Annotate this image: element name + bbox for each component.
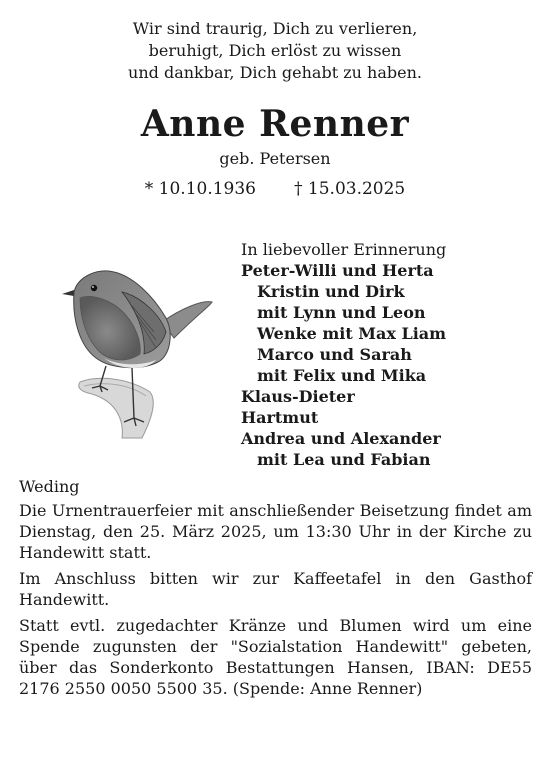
deceased-name: Anne Renner	[140, 103, 410, 145]
funeral-info: Die Urnentrauerfeier mit anschließender Beisetzung findet am Dienstag, den 25. März 2025, um 13:30 Uhr in der Kirche zu Handewitt statt.	[19, 501, 532, 562]
mourner-line: mit Felix und Mika	[257, 366, 427, 385]
mourner-line: Kristin und Dirk	[257, 282, 405, 301]
mourner-line: mit Lea und Fabian	[257, 450, 431, 469]
mourner-line: Wenke mit Max Liam	[257, 324, 447, 343]
robin-icon	[62, 262, 222, 440]
reception-info: Im Anschluss bitten wir zur Kaffeetafel in den Gasthof Handewitt.	[19, 569, 532, 609]
notice-body	[19, 476, 532, 704]
mourner-line: Peter-Willi und Herta	[241, 261, 434, 280]
mourner-line: mit Lynn und Leon	[257, 303, 426, 322]
mourner-line: Klaus-Dieter	[241, 387, 355, 406]
verse-line: und dankbar, Dich gehabt zu haben.	[128, 63, 422, 82]
verse-line: beruhigt, Dich erlöst zu wissen	[148, 41, 402, 60]
birth-name: geb. Petersen	[219, 149, 331, 168]
death-date: † 15.03.2025	[294, 179, 406, 199]
life-dates	[0, 176, 550, 202]
mourner-line: Andrea und Alexander	[241, 429, 441, 448]
mourner-line: Marco und Sarah	[257, 345, 412, 364]
mourners-list	[241, 239, 541, 470]
mourners-intro: In liebevoller Erinnerung	[241, 240, 447, 259]
memorial-verse	[0, 18, 550, 84]
verse-line: Wir sind traurig, Dich zu verlieren,	[132, 19, 418, 38]
birth-date: * 10.10.1936	[144, 179, 256, 199]
donation-info: Statt evtl. zugedachter Kränze und Blumen wird um eine Spende zugunsten der "Sozialstation Handewitt" gebeten, über das Sonderkonto Bestattungen Hansen, IBAN: DE55 2176 2550 0050 5500 35. (Spende: Anne Renner)	[19, 616, 532, 698]
place-name: Weding	[19, 477, 80, 496]
mourner-line: Hartmut	[241, 408, 319, 427]
